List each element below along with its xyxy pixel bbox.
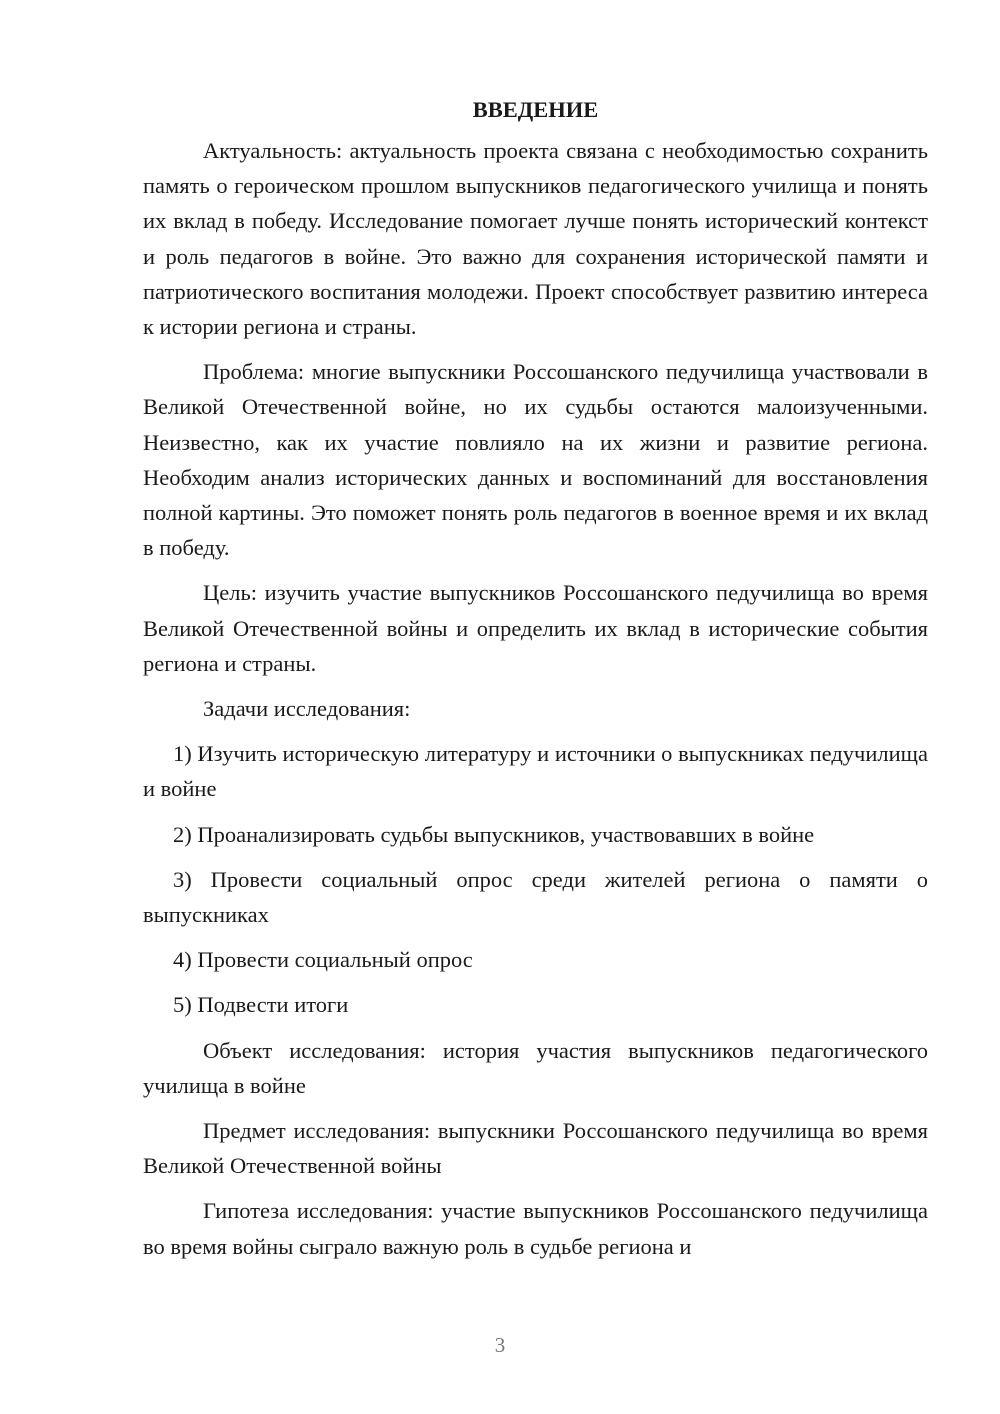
paragraph-object: Объект исследования: история участия выпускников педагогического училища в войне [143, 1037, 928, 1098]
page-content [143, 92, 928, 1274]
task-item-3: 3) Провести социальный опрос среди жителей региона о памяти о выпускниках [143, 866, 928, 928]
task-item-2: 2) Проанализировать судьбы выпускников, участвовавших в войне [173, 821, 815, 847]
page-number: 3 [494, 1333, 506, 1357]
paragraph-relevance: Актуальность: актуальность проекта связана с необходимостью сохранить память о героическом прошлом выпускников педагогического училища и понять их вклад в победу. Исследование помогает лучше понять исторический контекст и роль педагогов в войне. Это важно для сохранения исторической памяти и патриотического воспитания молодежи. Проект способствует развитию интереса к истории региона и страны. [143, 138, 928, 340]
paragraph-hypothesis: Гипотеза исследования: участие выпускников Россошанского педучилища во время войны сыграло важную роль в судьбе региона и [143, 1198, 928, 1259]
paragraph-problem: Проблема: многие выпускники Россошанского педучилища участвовали в Великой Отечественной войне, но их судьбы остаются малоизученными. Неизвестно, как их участие повлияло на их жизни и развитие региона. Необходим анализ исторических данных и воспоминаний для восстановления полной картины. Это поможет понять роль педагогов в военное время и их вклад в победу. [143, 359, 928, 561]
paragraph-subject: Предмет исследования: выпускники Россошанского педучилища во время Великой Отечественной войны [143, 1118, 928, 1179]
task-item-1: 1) Изучить историческую литературу и источники о выпускниках педучилища и войне [143, 741, 928, 802]
section-title: ВВЕДЕНИЕ [472, 97, 599, 122]
paragraph-tasks-heading: Задачи исследования: [203, 696, 411, 722]
paragraph-goal: Цель: изучить участие выпускников Россошанского педучилища во время Великой Отечественной войны и определить их вклад в исторические события региона и страны. [143, 580, 928, 676]
task-item-4: 4) Провести социальный опрос [173, 947, 473, 973]
task-item-5: 5) Подвести итоги [173, 992, 349, 1018]
